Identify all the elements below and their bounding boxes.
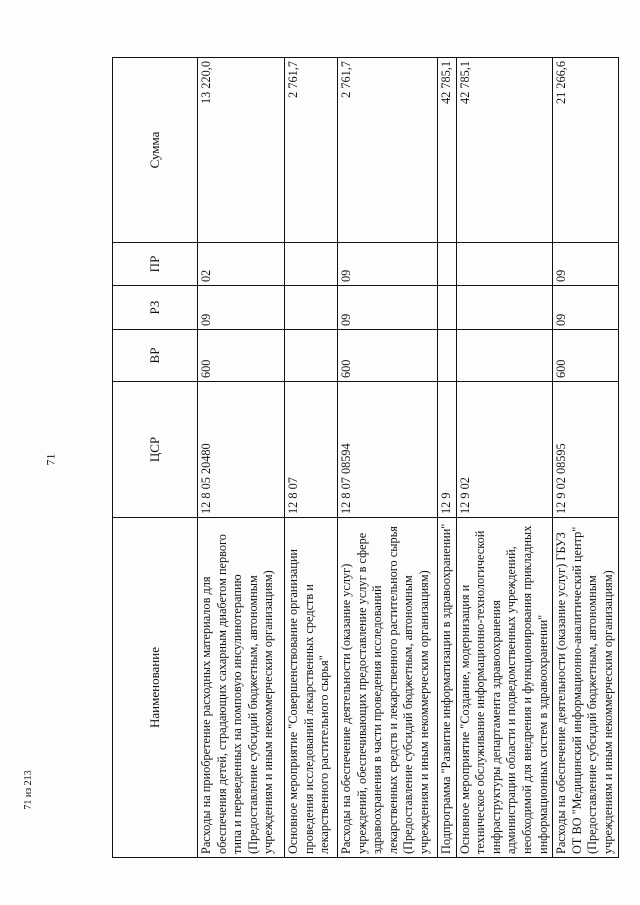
row-pr: 09 [338,243,438,286]
row-sum: 21 266,6 [553,58,618,243]
row-name: Подпрограмма "Развитие информатизации в здравоохранении" [438,518,457,858]
row-pr: 02 [198,243,285,286]
row-pr [456,243,553,286]
table-row [338,58,438,858]
row-rz [438,286,457,330]
row-rz [456,286,553,330]
row-sum: 2 761,7 [285,58,338,243]
row-vr [285,330,338,382]
budget-table [112,57,619,858]
rotated-table-wrapper [112,58,616,858]
row-sum: 42 785,1 [456,58,553,243]
row-sum: 13 220,0 [198,58,285,243]
row-sum: 2 761,7 [338,58,438,243]
row-vr: 600 [553,330,618,382]
table-row [438,58,457,858]
row-pr [438,243,457,286]
row-csr: 12 9 02 08595 [553,382,618,518]
table-row [285,58,338,858]
page-number: 71 [43,453,58,466]
row-csr: 12 9 02 [456,382,553,518]
row-vr [438,330,457,382]
table-row [198,58,285,858]
table-row [456,58,553,858]
row-csr: 12 8 05 20480 [198,382,285,518]
row-name: Расходы на обеспечение деятельности (оказание услуг) учреждений, обеспечивающих предоставление услуг в сфере здравоохранения в части проведения исследований лекарственных средств и лекарственного растительного сырья (Предоставление субсидий бюджетным, автономным учреждениям и иным некоммерческим организациям) [338,518,438,858]
header-sum: Сумма [113,58,198,243]
row-csr: 12 8 07 08594 [338,382,438,518]
row-rz: 09 [338,286,438,330]
row-csr: 12 8 07 [285,382,338,518]
header-pr: ПР [113,243,198,286]
row-vr: 600 [338,330,438,382]
row-name: Основное мероприятие "Совершенствование организации проведения исследований лекарственных средств и лекарственного растительного сырья" [285,518,338,858]
row-name: Расходы на приобретение расходных материалов для обеспечения детей, страдающих сахарным диабетом первого типа и переведенных на помповую инсулинотерапию (Предоставление субсидий бюджетным, автономным учреждениям и иным некоммерческим организациям) [198,518,285,858]
header-rz: РЗ [113,286,198,330]
row-rz: 09 [198,286,285,330]
header-name: Наименование [113,518,198,858]
page-counter: 71 из 213 [23,770,34,810]
row-vr [456,330,553,382]
header-vr: ВР [113,330,198,382]
row-vr: 600 [198,330,285,382]
row-csr: 12 9 [438,382,457,518]
table-header-row [113,58,198,858]
row-name: Основное мероприятие "Создание, модернизация и техническое обслуживание информационно-технологической инфраструктуры департамента здравоохранения администрации области и подведомственных учреждений, необходимой для внедрения и функционирования прикладных информационных систем в здравоохранении" [456,518,553,858]
row-pr [285,243,338,286]
row-name: Расходы на обеспечение деятельности (оказание услуг) ГБУЗ ОТ ВО "Медицинский информационно-аналитический центр" (Предоставление субсидий бюджетным, автономным учреждениям и иным некоммерческим организациям) [553,518,618,858]
row-rz [285,286,338,330]
row-sum: 42 785,1 [438,58,457,243]
row-rz: 09 [553,286,618,330]
row-pr: 09 [553,243,618,286]
table-row [553,58,618,858]
header-csr: ЦСР [113,382,198,518]
